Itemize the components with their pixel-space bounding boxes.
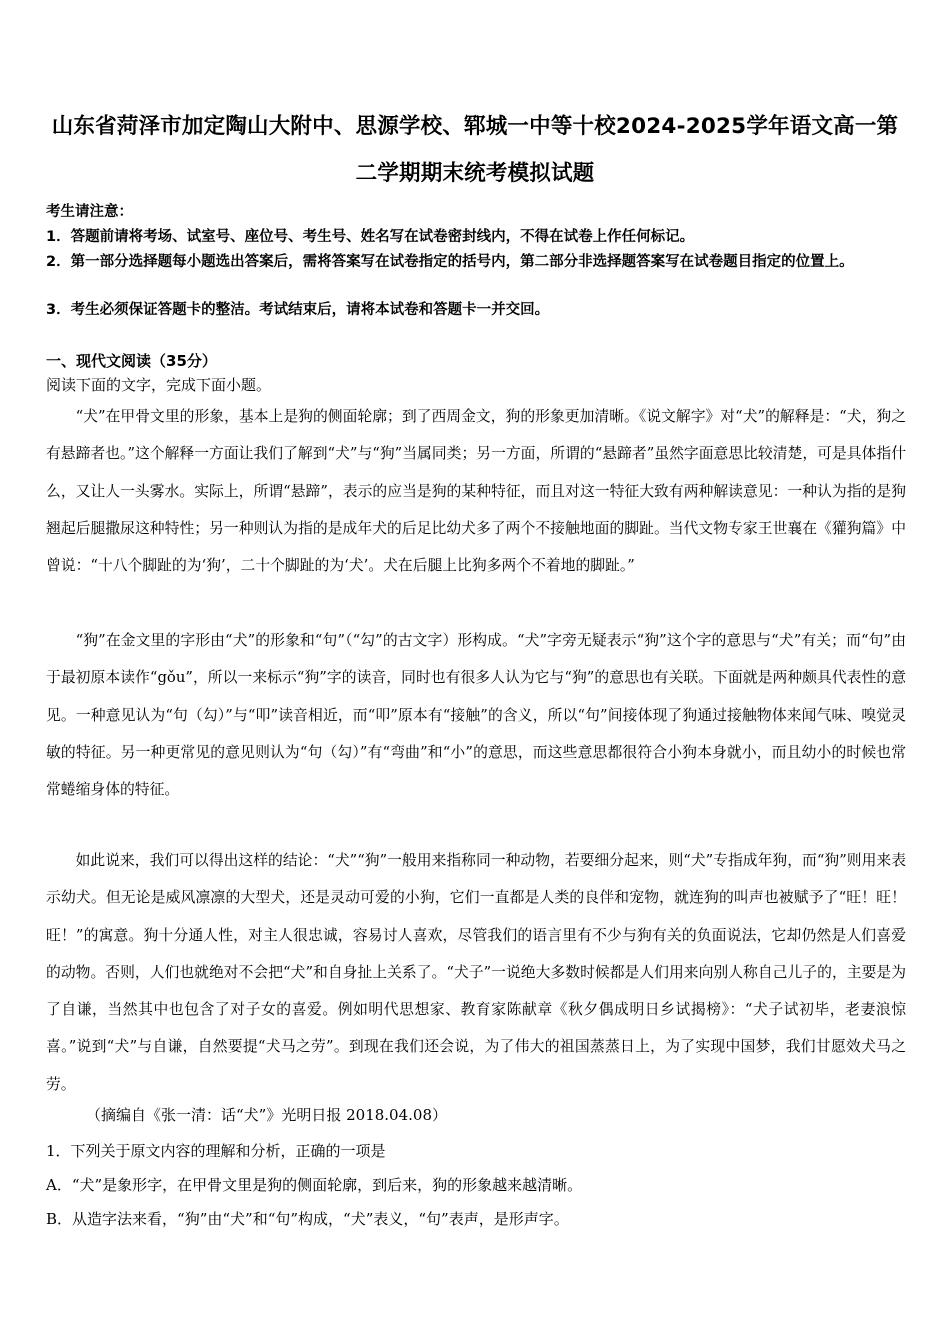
notice-item-1: 1．答题前请将考场、试室号、座位号、考生号、姓名写在试卷密封线内，不得在试卷上作任何标记。	[46, 229, 695, 245]
option-a: A．“犬”是象形字，在甲骨文里是狗的侧面轮廓，到后来，狗的形象越来越清晰。	[46, 1176, 583, 1194]
exam-title-line-1: 山东省菏泽市加定陶山大附中、思源学校、郓城一中等十校2024-2025学年语文高一第	[51, 114, 899, 139]
option-b: B．从造字法来看，“狗”由“犬”和“句”构成，“犬”表义，“句”表声，是形声字。	[46, 1210, 569, 1228]
question-stem: 1．下列关于原文内容的理解和分析，正确的一项是	[46, 1142, 386, 1160]
passage-paragraph-3: 如此说来，我们可以得出这样的结论：“犬”“狗”一般用来指称同一种动物，若要细分起来，则“犬”专指成年狗，而“狗”则用来表示幼犬。但无论是威风凛凛的大型犬，还是灵动可爱的小狗，它们一直都是人类的良伴和宠物，就连狗的叫声也被赋予了“旺！旺！旺！”的寓意。狗十分通人性，对主人很忠诚，容易讨人喜欢，尽管我们的语言里有不少与狗有关的负面说法，它却仍然是人们喜爱的动物。否则，人们也就绝对不会把“犬”和自身扯上关系了。“犬子”一说绝大多数时候都是人们用来向别人称自己儿子的，主要是为了自谦，当然其中也包含了对子女的喜爱。例如明代思想家、教育家陈献章《秋夕偶成明日乡试揭榜》：“犬子试初毕，老妻浪惊喜。”说到“犬”与自谦，自然要提“犬马之劳”。到现在我们还会说，为了伟大的祖国蒸蒸日上，为了实现中国梦，我们甘愿效犬马之劳。	[46, 852, 906, 1093]
section-heading: 一、现代文阅读（35分）	[46, 352, 217, 370]
exam-title-line-2: 二学期期末统考模拟试题	[355, 161, 595, 186]
notice-heading: 考生请注意：	[46, 204, 133, 220]
passage-source: （摘编自《张一清：话“犬”》光明日报 2018.04.08）	[86, 1106, 447, 1124]
notice-item-3: 3．考生必须保证答题卡的整洁。考试结束后，请将本试卷和答题卡一并交回。	[46, 302, 550, 318]
passage-paragraph-1: “犬”在甲骨文里的形象，基本上是狗的侧面轮廓；到了西周金文，狗的形象更加清晰。《说文解字》对“犬”的解释是：“犬，狗之有悬蹄者也。”这个解释一方面让我们了解到“犬”与“狗”当属同类；另一方面，所谓的“悬蹄者”虽然字面意思比较清楚，可是具体指什么，又让人一头雾水。实际上，所谓“悬蹄”，表示的应当是狗的某种特征，而且对这一特征大致有两种解读意见：一种认为指的是狗翘起后腿撒尿这种特性；另一种则认为指的是成年犬的后足比幼犬多了两个不接触地面的脚趾。当代文物专家王世襄在《獾狗篇》中曾说：“十八个脚趾的为‘狗’，二十个脚趾的为‘犬’。犬在后腿上比狗多两个不着地的脚趾。”	[46, 408, 906, 575]
passage-paragraph-2: “狗”在金文里的字形由“犬”的形象和“句”（“勾”的古文字）形构成。“犬”字旁无疑表示“狗”这个字的意思与“犬”有关；而“句”由于最初原本读作“gǒu”，所以一来标示“狗”字的读音，同时也有很多人认为它与“狗”的意思也有关联。下面就是两种颇具代表性的意见。一种意见认为“句（勾）”与“叩”读音相近，而“叩”原本有“接触”的含义，所以“句”间接体现了狗通过接触物体来闻气味、嗅觉灵敏的特征。另一种更常见的意见则认为“句（勾）”有“弯曲”和“小”的意思，而这些意思都很符合小狗本身就小，而且幼小的时候也常常蜷缩身体的特征。	[46, 632, 906, 799]
notice-item-2: 2．第一部分选择题每小题选出答案后，需将答案写在试卷指定的括号内，第二部分非选择题答案写在试卷题目指定的位置上。	[46, 254, 854, 270]
reading-instruction: 阅读下面的文字，完成下面小题。	[46, 376, 272, 394]
